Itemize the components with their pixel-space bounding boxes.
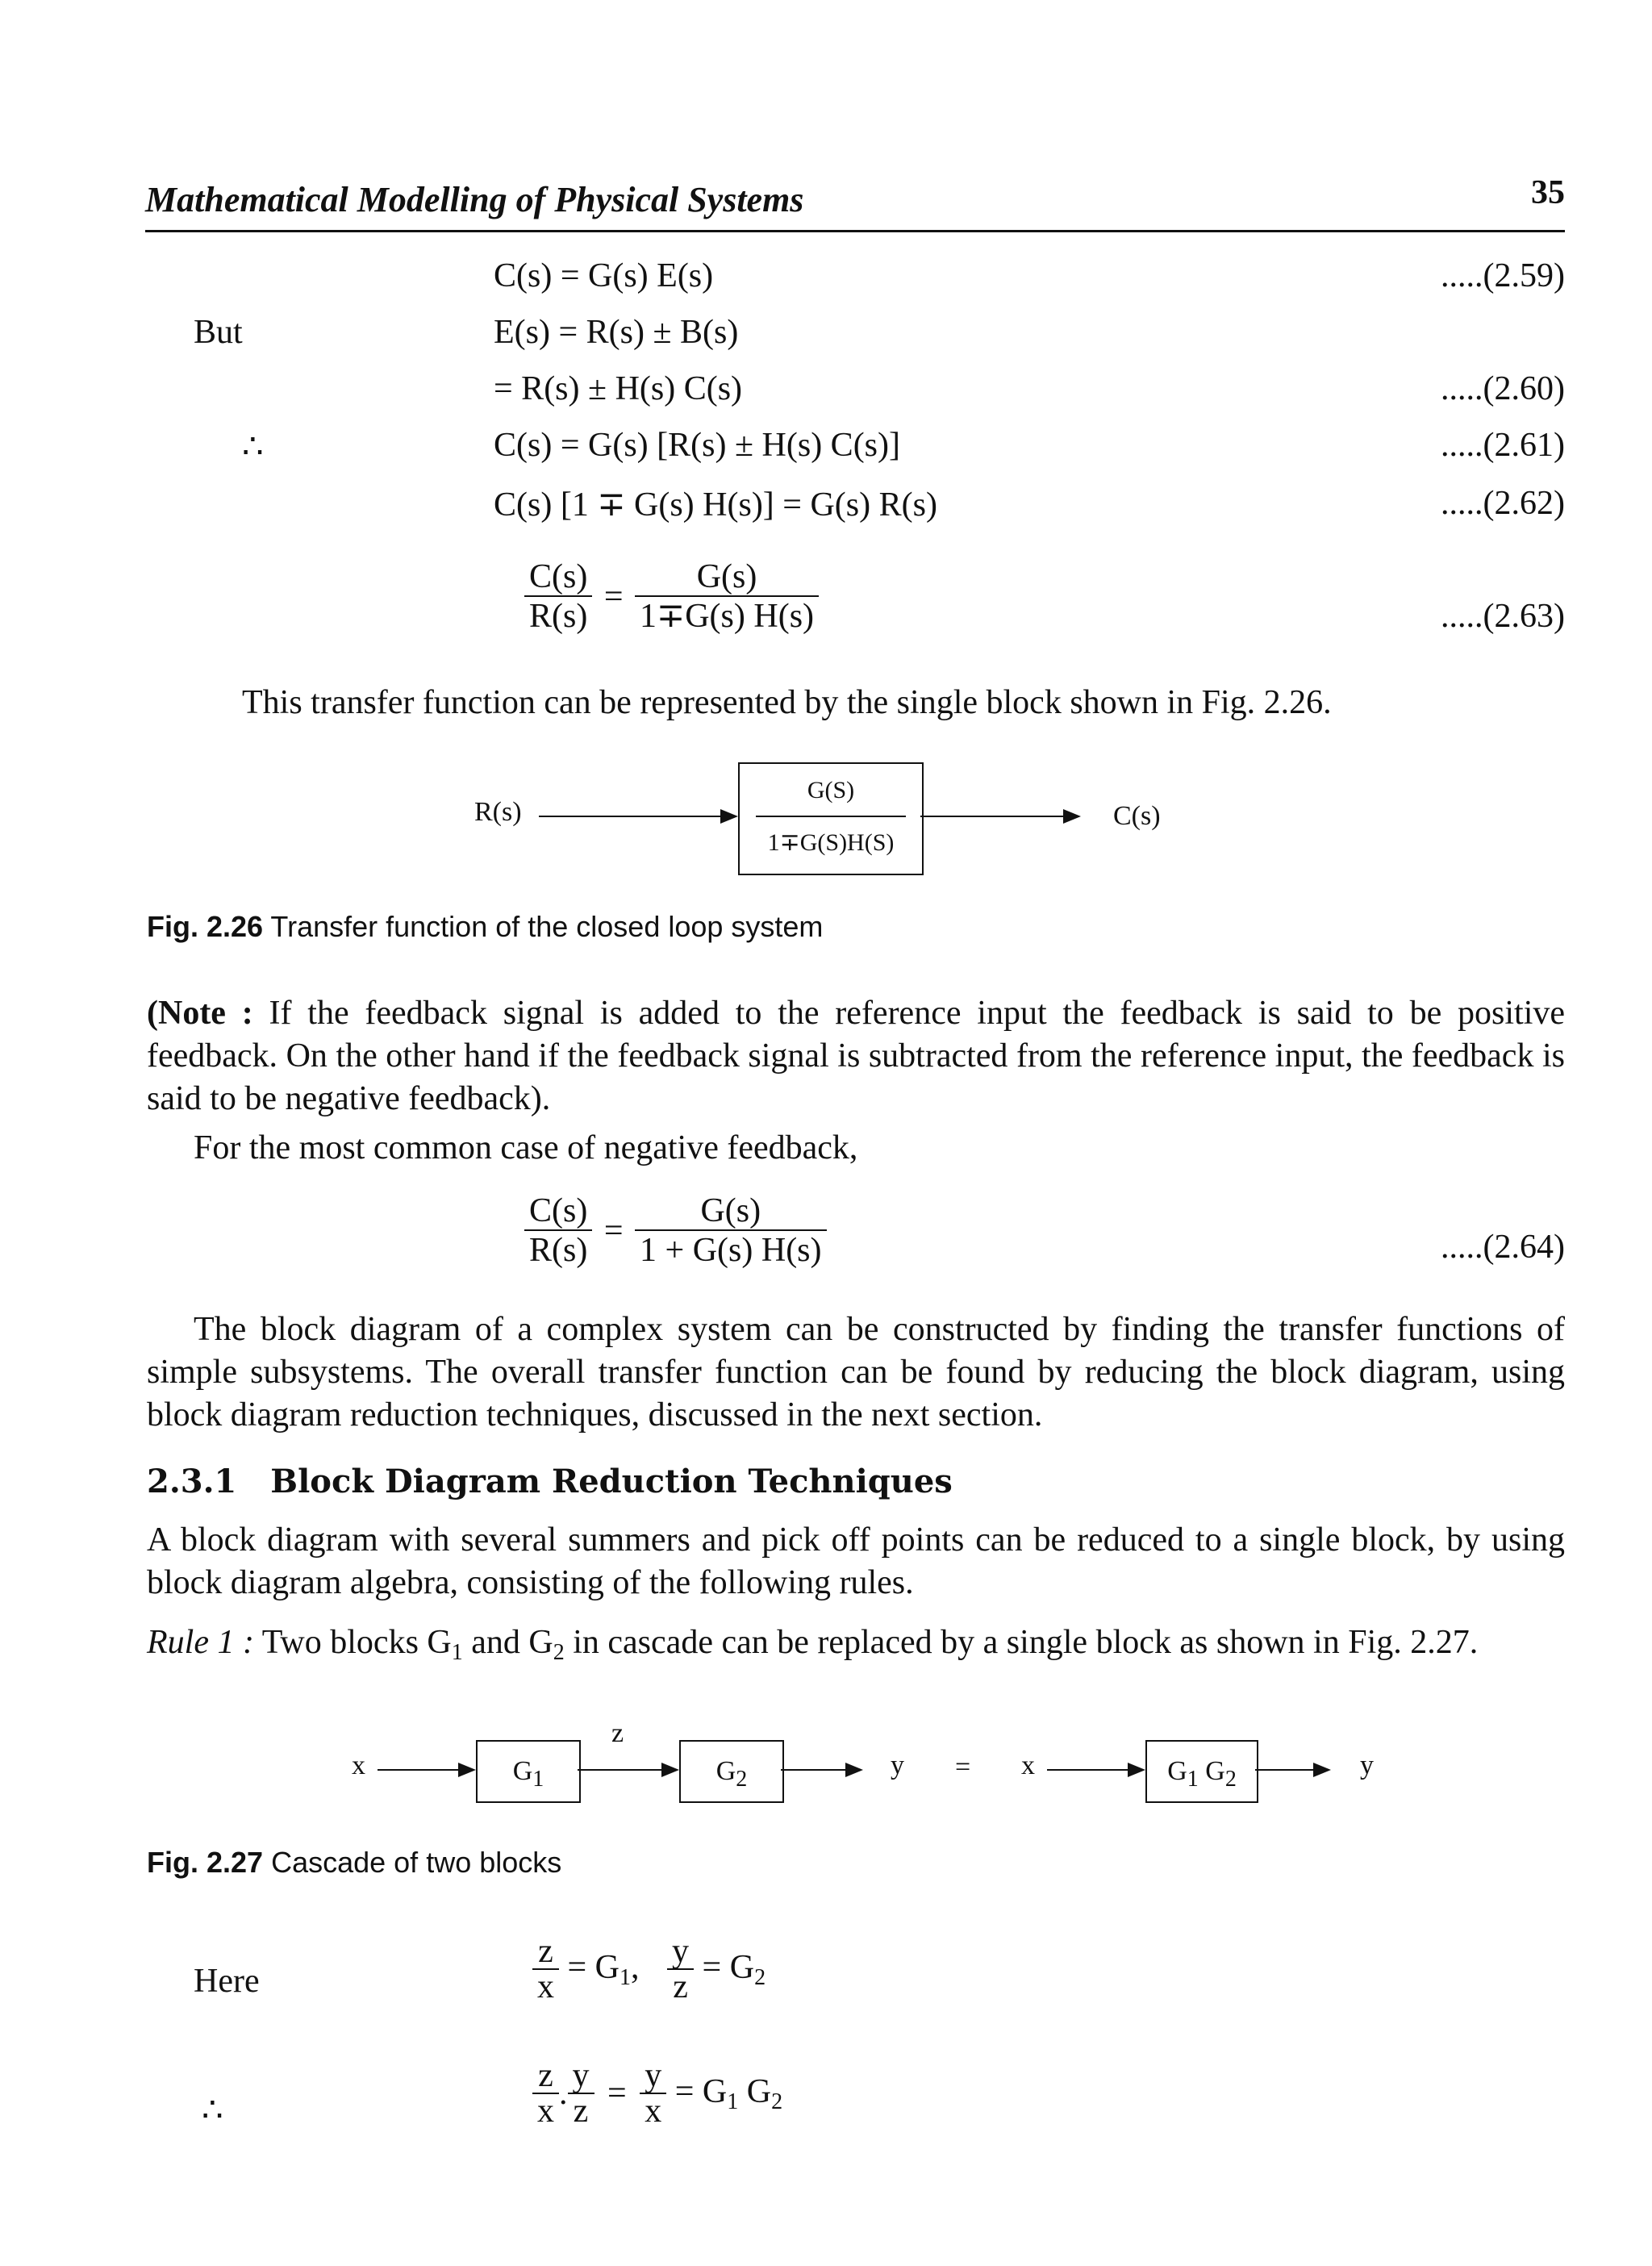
equation-number-2-59: .....(2.59) (1441, 257, 1565, 294)
paragraph-negative-feedback: For the most common case of negative feedback, (194, 1129, 858, 1166)
equation-number-2-61: .....(2.61) (1441, 427, 1565, 464)
fig227-z-label: z (611, 1718, 624, 1748)
label-but: But (194, 314, 243, 351)
fig227-arrowhead-g1g2 (1128, 1763, 1145, 1777)
equation-2-59: C(s) = G(s) E(s) (494, 257, 714, 294)
fig226-caption-label: Fig. 2.26 (147, 910, 264, 943)
fig227-x-input-2: x (1021, 1751, 1035, 1780)
paragraph-reduction-rules: A block diagram with several summers and pick off points can be reduced to a single block, by using block diagram algebra, consisting of the following rules. (147, 1521, 1565, 1601)
fig227-arrowhead-y-2 (1313, 1763, 1331, 1777)
fig227-arrow-g1-g2 (578, 1769, 661, 1771)
fig226-output-label: C(s) (1113, 801, 1161, 831)
paragraph-single-block: This transfer function can be represented by the single block shown in Fig. 2.26. (242, 684, 1332, 721)
fig226-block-denominator: 1∓G(S)H(S) (767, 829, 895, 856)
paragraph-block-diagram: The block diagram of a complex system can be constructed by finding the transfer functions of simple subsystems. The overall transfer function can be found by reducing the block diagram, using block diagram reduction techniques, discussed in the next section. (147, 1311, 1565, 1433)
fig226-input-arrowhead (720, 809, 738, 824)
fig227-arrow-x-g1g2 (1047, 1769, 1128, 1771)
fig226-block-fraction-bar (756, 816, 906, 817)
fig227-block-g2: $G_2$ (679, 1740, 784, 1803)
equation-2-62: C(s) [1 ∓ G(s) H(s)] = G(s) R(s) (494, 486, 937, 524)
fig226-transfer-block (738, 762, 924, 875)
fig227-caption-label: Fig. 2.27 (147, 1846, 264, 1879)
fig226-caption (147, 910, 823, 944)
therefore-symbol-2: ∴ (202, 2092, 223, 2129)
equation-number-2-64: .....(2.64) (1441, 1229, 1565, 1266)
fig227-y-output-2: y (1360, 1751, 1374, 1780)
page-number: 35 (1531, 174, 1565, 211)
rule-label: Rule (147, 1624, 209, 1661)
equation-2-61: C(s) = G(s) [R(s) ± H(s) C(s)] (494, 427, 900, 464)
equation-cascade-ratios: $\frac{z}{x}$ = $G_1$, $\frac{y}{z}$ = $G_2$ (532, 1934, 766, 2004)
section-heading (147, 1463, 953, 1500)
fig227-y-output: y (891, 1751, 904, 1780)
section-number: 2.3.1 (147, 1463, 237, 1500)
equation-number-2-62: .....(2.62) (1441, 485, 1565, 522)
fig227-block-g1: $G_1$ (476, 1740, 581, 1803)
fig227-block-g1g2: $G_1$ $G_2$ (1145, 1740, 1258, 1803)
running-header-title: Mathematical Modelling of Physical Systems (145, 180, 804, 219)
fig227-arrow-x-g1 (378, 1769, 458, 1771)
equation-cascade-product: $\frac{z}{x}$ . $\frac{y}{z}$ = $\frac{y}{x}$ = $G_1$ $G_2$ (532, 2059, 782, 2128)
header-rule (145, 230, 1565, 232)
equation-2-60b: = R(s) ± H(s) C(s) (494, 370, 743, 407)
equation-2-64: $\frac{C(s)}{R(s)}$ = $\frac{G(s)}{1 + G(s) H(s)}$ (524, 1192, 827, 1270)
fig227-arrowhead-g1 (458, 1763, 476, 1777)
note-label: (Note : (147, 995, 253, 1032)
fig227-arrow-g2-y (781, 1769, 845, 1771)
note-text: If the feedback signal is added to the reference input the feedback is said to be positive feedback. On the other hand if the feedback signal is subtracted from the reference input, the feedback is said to be negative feedback). (147, 995, 1565, 1117)
therefore-symbol: ∴ (242, 428, 264, 465)
equation-number-2-63: .....(2.63) (1441, 598, 1565, 635)
fig226-output-arrow (920, 816, 1078, 817)
fig227-arrow-g1g2-y (1255, 1769, 1313, 1771)
fig227-x-input: x (352, 1751, 365, 1780)
fig227-caption (147, 1846, 561, 1880)
note-paragraph (147, 992, 1565, 1120)
fig226-input-label: R(s) (474, 797, 522, 827)
fig227-equals: = (955, 1752, 971, 1782)
label-here: Here (194, 1963, 260, 2000)
fig227-arrowhead-g2 (661, 1763, 679, 1777)
equation-2-63: $\frac{C(s)}{R(s)}$ = $\frac{G(s)}{1\mp G(s) H(s)}$ (524, 558, 819, 636)
fig226-block-numerator: G(S) (807, 777, 855, 803)
equation-2-60a: E(s) = R(s) ± B(s) (494, 314, 739, 351)
section-title: Block Diagram Reduction Techniques (270, 1463, 953, 1500)
rule-1: Rule 1 : Two blocks $G_1$ and $G_2$ in cascade can be replaced by a single block as shown in Fig. 2.27. (147, 1624, 1479, 1665)
fig226-caption-text: Transfer function of the closed loop system (270, 910, 824, 943)
fig227-caption-text: Cascade of two blocks (271, 1846, 562, 1879)
fig227-arrowhead-y (845, 1763, 863, 1777)
fig226-input-arrow (539, 816, 720, 817)
fig226-output-arrowhead (1063, 809, 1081, 824)
equation-number-2-60: .....(2.60) (1441, 370, 1565, 407)
